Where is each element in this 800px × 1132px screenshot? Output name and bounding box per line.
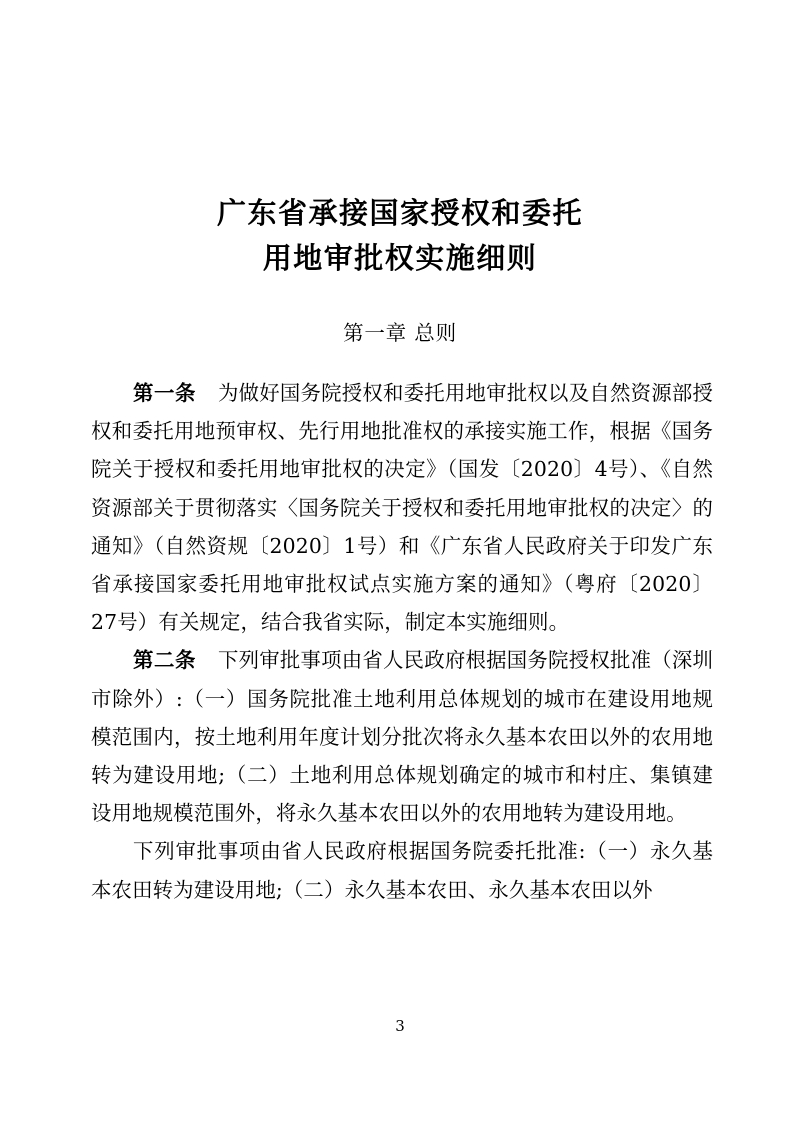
page-title — [0, 191, 800, 281]
article-paragraph-1 — [91, 374, 713, 641]
page-number: 3 — [395, 1017, 405, 1035]
article-label-2: 第二条 — [133, 648, 196, 673]
article-label-1: 第一条 — [133, 381, 196, 405]
chapter-heading: 第一章 总则 — [343, 321, 457, 345]
document-body — [91, 374, 713, 909]
article-text-2: 下列审批事项由省人民政府根据国务院授权批准（深圳市除外）:（一）国务院批准土地利用总体规划的城市在建设用地规模范围内，按土地利用年度计划分批次将永久基本农田以外的农用地转为建设用地;（二）土地利用总体规划确定的城市和村庄、集镇建设用地规模范围外，将永久基本农田以外的农用地转为建设用地。 — [91, 648, 713, 826]
page-title-line-1: 广东省承接国家授权和委托 — [216, 196, 583, 231]
page-title-line-2: 用地审批权实施细则 — [262, 241, 538, 276]
article-text-1: 为做好国务院授权和委托用地审批权以及自然资源部授权和委托用地预审权、先行用地批准权的承接实施工作，根据《国务院关于授权和委托用地审批权的决定》（国发〔2020〕4号）、《自然资源部关于贯彻落实〈国务院关于授权和委托用地审批权的决定〉的通知》（自然资规〔2020〕1号）和《广东省人民政府关于印发广东省承接国家委托用地审批权试点实施方案的通知》（粤府〔2020〕27号）有关规定，结合我省实际，制定本实施细则。 — [91, 381, 713, 635]
article-paragraph-2 — [91, 641, 713, 832]
trailing-paragraph: 下列审批事项由省人民政府根据国务院委托批准:（一）永久基本农田转为建设用地;（二）永久基本农田、永久基本农田以外 — [91, 839, 713, 902]
